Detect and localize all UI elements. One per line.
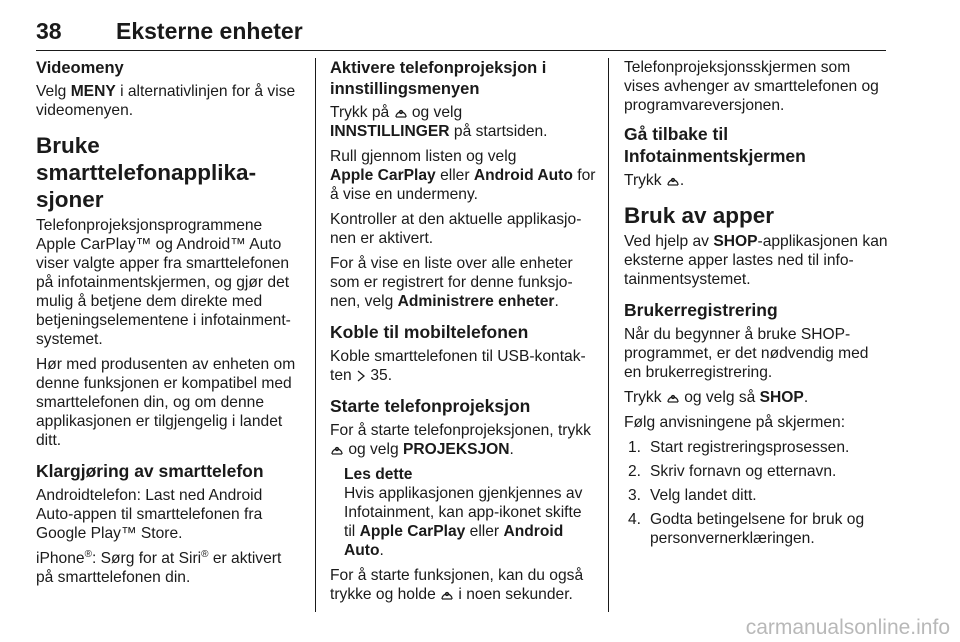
- arrow-ref-icon: [356, 370, 366, 382]
- section-title-videomeny: Videomeny: [36, 59, 124, 77]
- list-item: 3. Velg landet ditt.: [628, 487, 757, 504]
- section-title-starte: Starte telefonprojeksjon: [330, 396, 531, 416]
- paragraph: Hvis applikasjonen gjenkjennes av Infotainment, kan app-ikonet skifte til Apple CarPlay eller Android Auto.: [344, 485, 583, 559]
- paragraph: Telefonprojeksjonsprogrammene Apple CarPlay™ og Android™ Auto viser valgte apper fra smarttelefonen på infotainmentskjermen, og gjør det mulig å betjene dem direkte med betjeningselementene i infotainmentsystemet.: [36, 217, 291, 348]
- paragraph: Trykk og velg så SHOP.: [624, 389, 809, 406]
- section-title-aktivere: Aktivere telefonprojeksjon i innstillingsmenyen: [330, 59, 547, 98]
- paragraph: For å vise en liste over alle enheter som er registrert for denne funksjonen, velg Administrere enheter.: [330, 255, 573, 310]
- paragraph: Rull gjennom listen og velg Apple CarPlay eller Android Auto for å vise en undermeny.: [330, 148, 596, 203]
- list-item: 1. Start registreringsprosessen.: [628, 439, 850, 456]
- home-icon: [440, 587, 454, 601]
- paragraph: For å starte telefonprojeksjonen, trykk og velg PROJEKSJON.: [330, 422, 591, 458]
- paragraph: Koble smarttelefonen til USB-kontakten 35.: [330, 348, 586, 384]
- steps-list: [624, 438, 890, 548]
- paragraph: iPhone®: Sørg for at Siri® er aktivert på smarttelefonen din.: [36, 548, 282, 586]
- paragraph: Følg anvisningene på skjermen:: [624, 414, 846, 431]
- paragraph: Trykk .: [624, 172, 685, 189]
- paragraph: Velg MENY i alternativlinjen for å vise videomenyen.: [36, 83, 296, 119]
- paragraph: Ved hjelp av SHOP-applikasjonen kan eksterne apper lastes ned til infotainmentsystemet.: [624, 233, 888, 288]
- column-3: [624, 58, 890, 553]
- list-item: 4. Godta betingelsene for bruk og personvernerklæringen.: [628, 511, 865, 547]
- section-title-koble: Koble til mobiltelefonen: [330, 322, 529, 342]
- page-number: 38: [36, 18, 62, 44]
- home-icon: [394, 105, 408, 119]
- chapter-title: Eksterne enheter: [116, 18, 303, 44]
- home-icon: [330, 442, 344, 456]
- paragraph: Trykk på og velg INNSTILLINGER på startsiden.: [330, 104, 548, 140]
- paragraph: Hør med produsenten av enheten om denne funksjonen er kompatibel med smarttelefonen din, og om denne applikasjonen er tilgjengelig i landet ditt.: [36, 356, 296, 449]
- note-box: [344, 465, 596, 560]
- paragraph: Androidtelefon: Last ned Android Auto-appen til smarttelefonen fra Google Play™ Store.: [36, 487, 263, 542]
- section-title-brukerregistrering: Brukerregistrering: [624, 300, 778, 320]
- section-title-klargjoring: Klargjøring av smarttelefon: [36, 461, 264, 481]
- paragraph: For å starte funksjonen, kan du også trykke og holde i noen sekunder.: [330, 567, 584, 603]
- paragraph: Når du begynner å bruke SHOP-programmet, er det nødvendig med en brukerregistrering.: [624, 326, 869, 381]
- column-2: [330, 58, 596, 610]
- paragraph: Kontroller at den aktuelle applikasjonen er aktivert.: [330, 211, 582, 247]
- paragraph: Telefonprojeksjonsskjermen som vises avhenger av smarttelefonen og programvareversjonen.: [624, 59, 879, 114]
- section-title-gaa-tilbake: Gå tilbake til Infotainmentskjermen: [624, 124, 806, 166]
- column-divider: [608, 58, 609, 612]
- section-title-bruk-av-apper: Bruk av apper: [624, 203, 775, 228]
- page-header: [36, 16, 886, 51]
- home-icon: [666, 173, 680, 187]
- section-title-bruke: Bruke smarttelefonapplikasjoner: [36, 133, 257, 212]
- column-1: [36, 58, 302, 593]
- list-item: 2. Skriv fornavn og etternavn.: [628, 463, 837, 480]
- watermark[interactable]: carmanualsonline.info: [745, 616, 950, 639]
- column-divider: [315, 58, 316, 612]
- home-icon: [666, 390, 680, 404]
- note-title: Les dette: [344, 466, 413, 483]
